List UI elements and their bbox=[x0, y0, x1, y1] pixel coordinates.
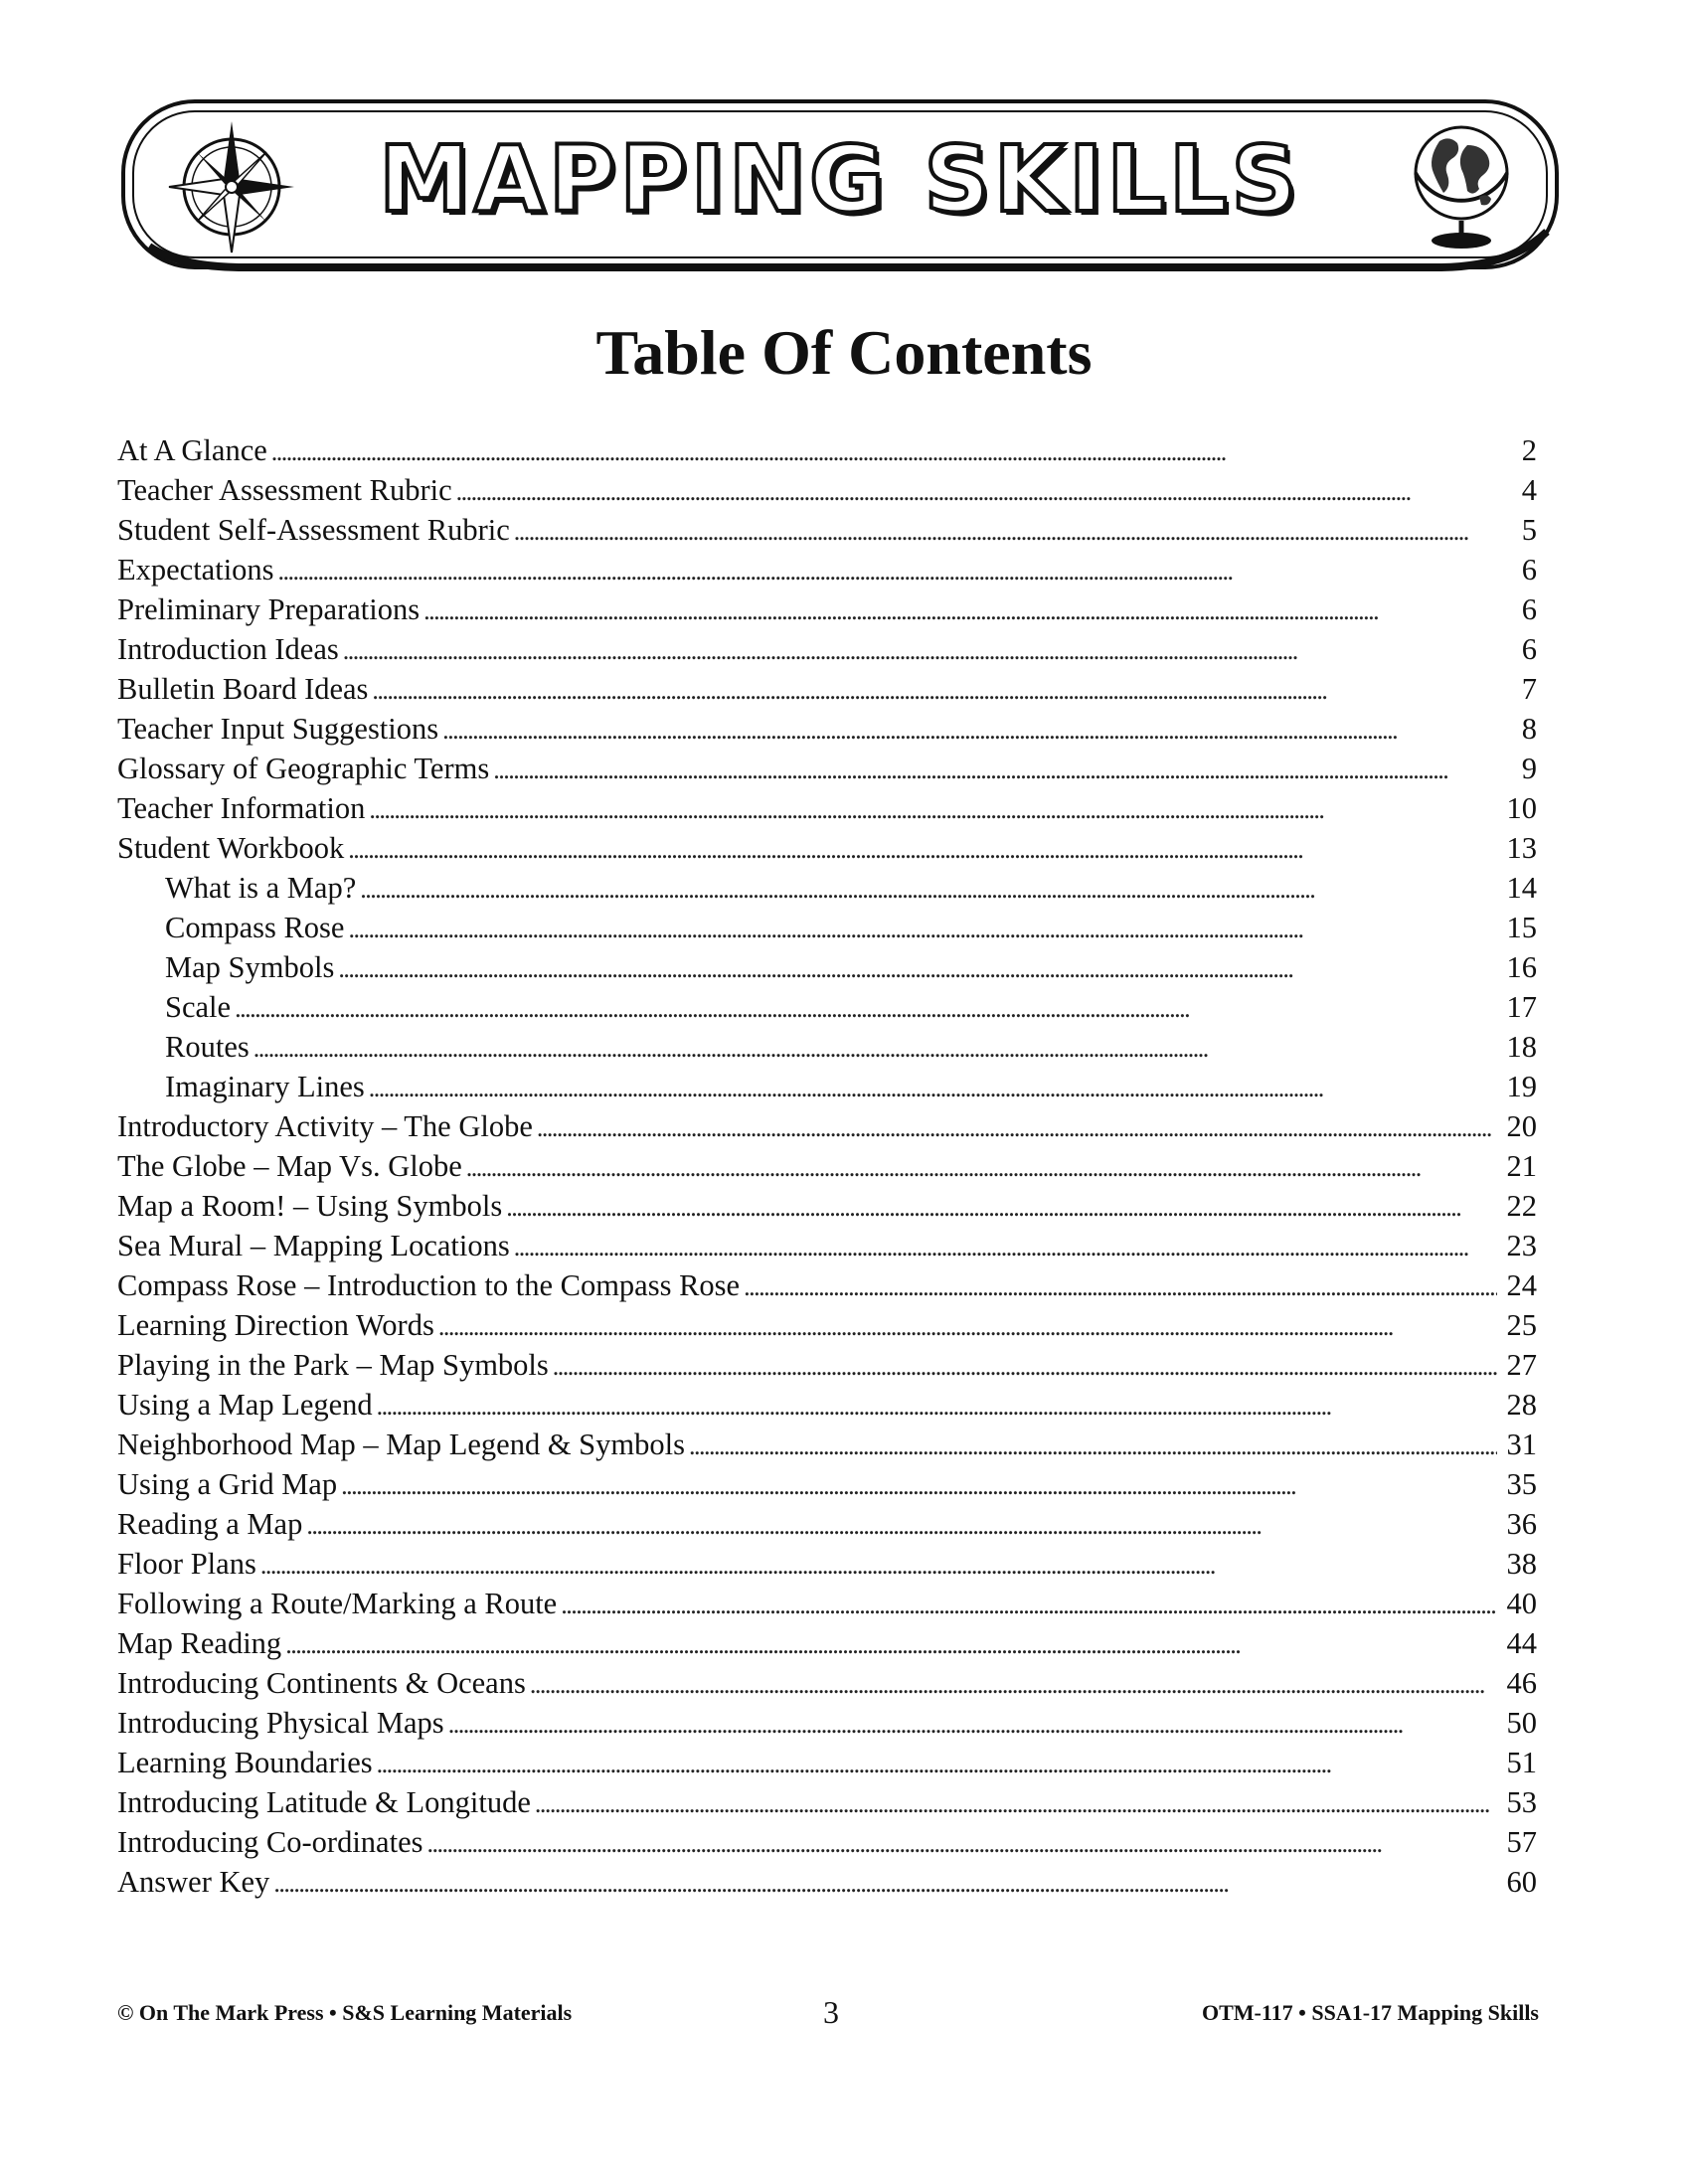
toc-entry bbox=[117, 1584, 1537, 1623]
globe-icon bbox=[1402, 115, 1521, 259]
toc-entry bbox=[117, 1265, 1537, 1305]
toc-page-number: 51 bbox=[1506, 1746, 1537, 1779]
toc-entry-label: Sea Mural – Mapping Locations bbox=[117, 1229, 510, 1262]
toc-entry-label: Using a Map Legend bbox=[117, 1388, 373, 1422]
toc-entry-label: At A Glance bbox=[117, 433, 267, 467]
toc-entry bbox=[117, 1663, 1537, 1703]
toc-entry bbox=[117, 430, 1537, 470]
toc-dot-leader bbox=[260, 1544, 1497, 1586]
toc-entry bbox=[117, 629, 1537, 669]
toc-entry bbox=[117, 1743, 1537, 1782]
toc-page-number: 14 bbox=[1506, 871, 1537, 905]
title-banner bbox=[119, 97, 1561, 271]
toc-page-number: 23 bbox=[1506, 1229, 1537, 1262]
toc-entry bbox=[117, 1345, 1537, 1385]
toc-entry-label: Learning Boundaries bbox=[117, 1746, 373, 1779]
toc-dot-leader bbox=[278, 550, 1497, 591]
toc-dot-leader bbox=[448, 1703, 1497, 1745]
footer-product-code: OTM-117 • SSA1-17 Mapping Skills bbox=[1201, 2000, 1539, 2025]
toc-entry bbox=[117, 908, 1537, 947]
toc-dot-leader bbox=[561, 1584, 1497, 1625]
toc-page-number: 6 bbox=[1521, 553, 1537, 587]
toc-entry bbox=[117, 589, 1537, 629]
toc-entry-label: Introducing Physical Maps bbox=[117, 1706, 444, 1740]
toc-entry bbox=[117, 1305, 1537, 1345]
toc-entry bbox=[117, 987, 1537, 1027]
toc-page-number: 17 bbox=[1506, 990, 1537, 1024]
toc-page-number: 35 bbox=[1506, 1467, 1537, 1501]
toc-page-number: 5 bbox=[1521, 513, 1537, 547]
toc-dot-leader bbox=[537, 1106, 1497, 1148]
toc-entry bbox=[117, 828, 1537, 868]
toc-entry-label: Teacher Assessment Rubric bbox=[117, 473, 452, 507]
toc-page-number: 21 bbox=[1506, 1149, 1537, 1183]
toc-entry bbox=[117, 1782, 1537, 1822]
toc-entry-label: Following a Route/Marking a Route bbox=[117, 1587, 558, 1620]
toc-page-number: 6 bbox=[1521, 592, 1537, 626]
toc-dot-leader bbox=[493, 749, 1497, 790]
toc-dot-leader bbox=[377, 1385, 1497, 1427]
toc-entry-label: Introducing Co-ordinates bbox=[117, 1825, 423, 1859]
toc-page-number: 8 bbox=[1521, 712, 1537, 746]
toc-entry-label: Introductory Activity – The Globe bbox=[117, 1109, 533, 1143]
toc-page-number: 57 bbox=[1506, 1825, 1537, 1859]
toc-entry-label: Bulletin Board Ideas bbox=[117, 672, 369, 706]
toc-entry bbox=[117, 1703, 1537, 1743]
toc-dot-leader bbox=[341, 1464, 1497, 1506]
toc-entry-label: Map Reading bbox=[117, 1626, 282, 1660]
toc-page-number: 22 bbox=[1506, 1189, 1537, 1223]
toc-dot-leader bbox=[744, 1265, 1497, 1307]
toc-entry bbox=[117, 749, 1537, 788]
toc-entry bbox=[117, 1425, 1537, 1464]
toc-dot-leader bbox=[348, 908, 1497, 949]
toc-entry bbox=[117, 1146, 1537, 1186]
toc-dot-leader bbox=[456, 470, 1497, 512]
toc-entry bbox=[117, 1464, 1537, 1504]
footer-copyright: © On The Mark Press • S&S Learning Materials bbox=[117, 2000, 573, 2025]
compass-rose-icon bbox=[167, 115, 296, 259]
toc-entry-label: The Globe – Map Vs. Globe bbox=[117, 1149, 462, 1183]
toc-dot-leader bbox=[377, 1743, 1497, 1784]
toc-page-number: 28 bbox=[1506, 1388, 1537, 1422]
toc-page-number: 19 bbox=[1506, 1070, 1537, 1103]
toc-entry bbox=[117, 1027, 1537, 1067]
toc-entry bbox=[117, 510, 1537, 550]
toc-entry-label: Preliminary Preparations bbox=[117, 592, 421, 626]
toc-entry-label: Map a Room! – Using Symbols bbox=[117, 1189, 503, 1223]
toc-entry-label: Learning Direction Words bbox=[117, 1308, 434, 1342]
toc-entry-label: Routes bbox=[165, 1030, 250, 1064]
page-title: Table Of Contents bbox=[595, 317, 1093, 388]
toc-entry bbox=[117, 669, 1537, 709]
toc-page-number: 24 bbox=[1506, 1268, 1537, 1302]
toc-entry-label: Answer Key bbox=[117, 1865, 270, 1899]
toc-page-number: 4 bbox=[1521, 473, 1537, 507]
toc-page-number: 7 bbox=[1521, 672, 1537, 706]
toc-page-number: 53 bbox=[1506, 1785, 1537, 1819]
toc-page-number: 38 bbox=[1506, 1547, 1537, 1581]
toc-dot-leader bbox=[514, 510, 1497, 552]
toc-page-number: 16 bbox=[1506, 950, 1537, 984]
toc-dot-leader bbox=[338, 947, 1497, 989]
toc-entry-label: Student Self-Assessment Rubric bbox=[117, 513, 510, 547]
toc-dot-leader bbox=[343, 629, 1497, 671]
toc-page-number: 2 bbox=[1521, 433, 1537, 467]
toc-entry-label: Imaginary Lines bbox=[165, 1070, 365, 1103]
toc-entry-label: Compass Rose – Introduction to the Compass Rose bbox=[117, 1268, 741, 1302]
toc-entry-label: Reading a Map bbox=[117, 1507, 303, 1541]
toc-entry bbox=[117, 1862, 1537, 1902]
toc-page-number: 9 bbox=[1521, 752, 1537, 785]
toc-entry-label: Expectations bbox=[117, 553, 274, 587]
toc-dot-leader bbox=[348, 828, 1497, 870]
toc-entry-label: Teacher Input Suggestions bbox=[117, 712, 439, 746]
toc-entry bbox=[117, 1385, 1537, 1425]
toc-dot-leader bbox=[369, 1067, 1497, 1108]
toc-entry-label: Neighborhood Map – Map Legend & Symbols bbox=[117, 1428, 685, 1461]
toc-entry-label: Introducing Latitude & Longitude bbox=[117, 1785, 531, 1819]
toc-entry bbox=[117, 868, 1537, 908]
toc-dot-leader bbox=[369, 788, 1497, 830]
toc-page-number: 46 bbox=[1506, 1666, 1537, 1700]
toc-entry-label: Teacher Information bbox=[117, 791, 366, 825]
toc-dot-leader bbox=[553, 1345, 1497, 1387]
toc-dot-leader bbox=[273, 1862, 1497, 1904]
toc-entry bbox=[117, 1623, 1537, 1663]
toc-entry-label: Compass Rose bbox=[165, 911, 345, 944]
toc-dot-leader bbox=[271, 430, 1497, 472]
toc-dot-leader bbox=[306, 1504, 1497, 1546]
toc-page-number: 6 bbox=[1521, 632, 1537, 666]
toc-page-number: 18 bbox=[1506, 1030, 1537, 1064]
toc-page-number: 40 bbox=[1506, 1587, 1537, 1620]
toc-page-number: 36 bbox=[1506, 1507, 1537, 1541]
toc-entry-label: Scale bbox=[165, 990, 232, 1024]
toc-entry bbox=[117, 947, 1537, 987]
toc-dot-leader bbox=[372, 669, 1497, 711]
toc-entry bbox=[117, 709, 1537, 749]
footer-page-number: 3 bbox=[823, 1994, 839, 2030]
toc-entry bbox=[117, 550, 1537, 589]
toc-page-number: 27 bbox=[1506, 1348, 1537, 1382]
toc-page-number: 50 bbox=[1506, 1706, 1537, 1740]
toc-page-number: 10 bbox=[1506, 791, 1537, 825]
toc-page-number: 15 bbox=[1506, 911, 1537, 944]
toc-dot-leader bbox=[530, 1663, 1497, 1705]
banner-title: MAPPING SKILLS bbox=[379, 126, 1301, 233]
toc-entry-label: What is a Map? bbox=[165, 871, 357, 905]
toc-dot-leader bbox=[689, 1425, 1497, 1466]
toc-page-number: 44 bbox=[1506, 1626, 1537, 1660]
toc-dot-leader bbox=[442, 709, 1497, 751]
toc-dot-leader bbox=[466, 1146, 1497, 1188]
toc-dot-leader bbox=[514, 1226, 1497, 1267]
toc-page-number: 13 bbox=[1506, 831, 1537, 865]
toc-entry bbox=[117, 1067, 1537, 1106]
toc-entry-label: Glossary of Geographic Terms bbox=[117, 752, 490, 785]
toc-page-number: 20 bbox=[1506, 1109, 1537, 1143]
toc-dot-leader bbox=[535, 1782, 1497, 1824]
toc-page-number: 60 bbox=[1506, 1865, 1537, 1899]
toc-entry bbox=[117, 1544, 1537, 1584]
toc-entry-label: Floor Plans bbox=[117, 1547, 256, 1581]
toc-entry bbox=[117, 1106, 1537, 1146]
toc-dot-leader bbox=[506, 1186, 1497, 1228]
toc-entry bbox=[117, 1822, 1537, 1862]
toc-entry bbox=[117, 788, 1537, 828]
toc-dot-leader bbox=[438, 1305, 1497, 1347]
toc-dot-leader bbox=[360, 868, 1497, 910]
toc-entry-label: Introduction Ideas bbox=[117, 632, 339, 666]
toc-entry bbox=[117, 470, 1537, 510]
toc-dot-leader bbox=[423, 589, 1497, 631]
toc-dot-leader bbox=[253, 1027, 1497, 1069]
toc-entry-label: Map Symbols bbox=[165, 950, 335, 984]
toc-entry-label: Playing in the Park – Map Symbols bbox=[117, 1348, 549, 1382]
toc-entry-label: Student Workbook bbox=[117, 831, 345, 865]
toc-dot-leader bbox=[426, 1822, 1497, 1864]
toc-page-number: 25 bbox=[1506, 1308, 1537, 1342]
toc-page-number: 31 bbox=[1506, 1428, 1537, 1461]
toc-dot-leader bbox=[235, 987, 1497, 1029]
toc-entry bbox=[117, 1226, 1537, 1265]
table-of-contents bbox=[117, 430, 1537, 1902]
toc-entry bbox=[117, 1186, 1537, 1226]
toc-entry-label: Introducing Continents & Oceans bbox=[117, 1666, 526, 1700]
toc-dot-leader bbox=[285, 1623, 1497, 1665]
toc-entry bbox=[117, 1504, 1537, 1544]
toc-entry-label: Using a Grid Map bbox=[117, 1467, 338, 1501]
